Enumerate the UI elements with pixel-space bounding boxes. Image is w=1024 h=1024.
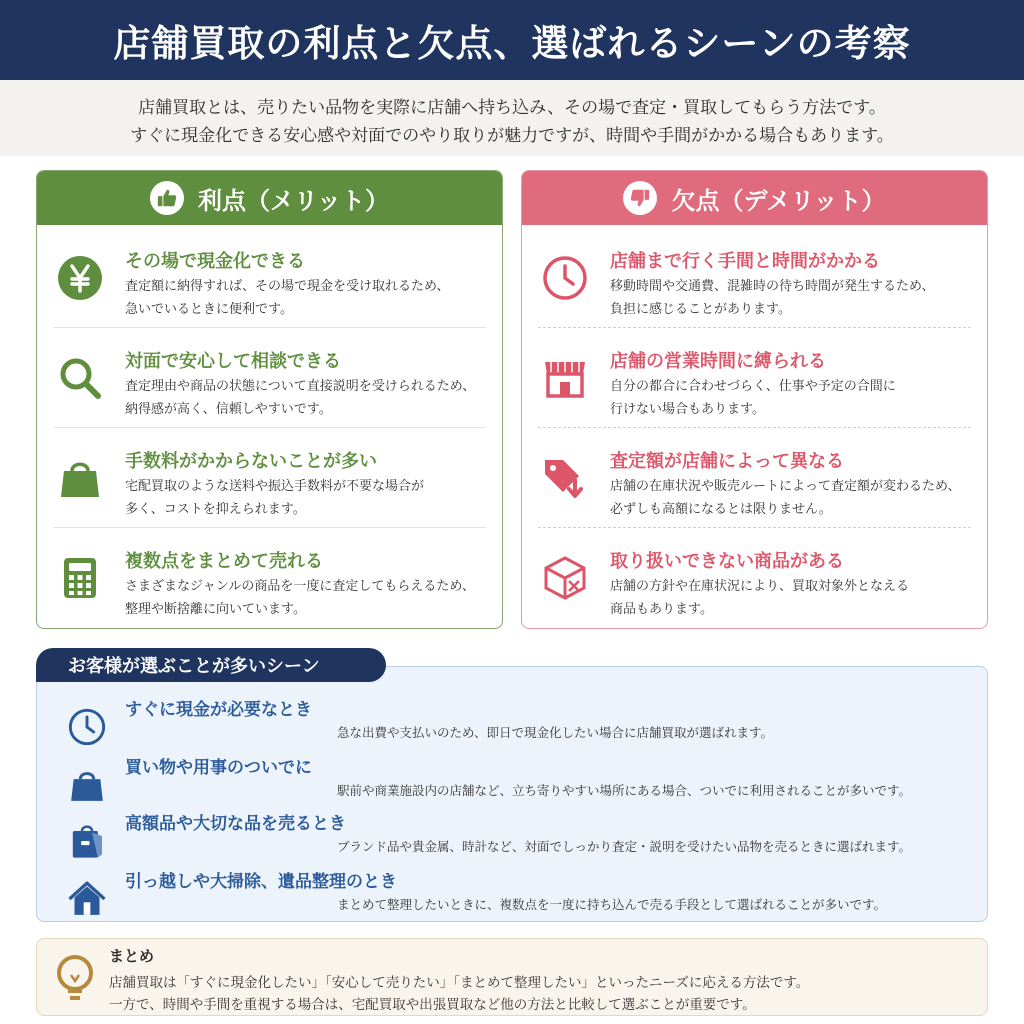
intro-line-2: すぐに現金化できる安心感や対面でのやり取りが魅力ですが、時間や手間がかかる場合もあります。 xyxy=(130,126,894,146)
demerit-item xyxy=(522,429,987,525)
merit-item-desc-line: 査定理由や商品の状態について直接説明を受けられるため、 xyxy=(125,379,476,394)
lightbulb-icon xyxy=(47,951,103,1007)
divider xyxy=(538,427,971,428)
merit-panel-title: 利点（メリット） xyxy=(197,186,390,215)
demerit-item-title: 店舗の営業時間に縛られる xyxy=(610,351,826,372)
summary-line-1: 店舗買取は「すぐに現金化したい」「安心して売りたい」「まとめて整理したい」といったニーズに応える方法です。 xyxy=(109,975,810,991)
house-icon xyxy=(65,877,109,921)
summary-title: まとめ xyxy=(109,947,155,965)
scene-item xyxy=(37,693,987,749)
scene-item xyxy=(37,807,987,863)
divider xyxy=(53,427,486,428)
shopping-bag-icon xyxy=(55,453,105,503)
demerit-item-desc-line: 店舗の在庫状況や販売ルートによって査定額が変わるため、 xyxy=(610,479,961,494)
demerit-item-desc xyxy=(610,475,960,521)
scene-item-title: 買い物や用事のついでに xyxy=(125,758,312,778)
merit-item-title: その場で現金化できる xyxy=(125,251,305,272)
magnifier-icon xyxy=(55,353,105,403)
scene-item-title: 引っ越しや大掃除、遺品整理のとき xyxy=(125,872,397,892)
demerit-item-desc-line: 店舗の方針や在庫状況により、買取対象外となえる xyxy=(610,579,910,594)
price-tag-down-icon xyxy=(540,453,590,503)
merit-item-desc-line: 納得感が高く、信頼しやすいです。 xyxy=(125,402,332,417)
merit-item-desc-line: さまざまなジャンルの商品を一度に査定してもらえるため、 xyxy=(125,579,475,594)
demerit-item-title: 査定額が店舗によって異なる xyxy=(610,451,844,472)
merit-item-title: 対面で安心して相談できる xyxy=(125,351,341,372)
demerit-item-desc xyxy=(610,275,934,321)
merit-panel-header xyxy=(37,171,502,225)
clock-icon xyxy=(540,253,590,303)
merit-item-desc-line: 急いでいるときに便利です。 xyxy=(125,302,293,317)
merit-item-desc xyxy=(125,275,449,321)
scene-item xyxy=(37,751,987,807)
scenes-section xyxy=(36,666,988,922)
demerit-item xyxy=(522,229,987,325)
divider xyxy=(538,527,971,528)
demerit-item-title: 店舗まで行く手間と時間がかかる xyxy=(610,251,880,272)
merit-item xyxy=(37,229,502,325)
demerit-item-desc-line: 行けない場合もあります。 xyxy=(610,402,765,417)
merit-item-title: 複数点をまとめて売れる xyxy=(125,551,323,572)
demerit-item-desc-line: 必ずしも高額になるとは限りません。 xyxy=(610,502,832,517)
merit-item xyxy=(37,329,502,425)
page-header xyxy=(0,0,1024,80)
scene-item-desc: 急な出費や支払いのため、即日で現金化したい場合に店舗買取が選ばれます。 xyxy=(337,725,774,740)
page-title: 店舗買取の利点と欠点、選ばれるシーンの考察 xyxy=(113,21,911,65)
divider xyxy=(538,327,971,328)
merit-item-desc-line: 整理や断捨離に向いています。 xyxy=(125,602,306,617)
merit-item xyxy=(37,529,502,625)
scene-item-title: 高額品や大切な品を売るとき xyxy=(125,814,346,834)
luxury-bag-icon xyxy=(65,819,109,863)
merit-item-desc xyxy=(125,475,424,521)
demerit-item xyxy=(522,529,987,625)
yen-coin-icon xyxy=(55,253,105,303)
summary-section xyxy=(36,938,988,1016)
merit-item xyxy=(37,429,502,525)
shopping-bag-icon xyxy=(65,763,109,807)
divider xyxy=(53,327,486,328)
clock-icon xyxy=(65,705,109,749)
demerit-item-desc-line: 商品もあります。 xyxy=(610,602,713,617)
thumbs-up-icon xyxy=(150,181,184,215)
demerit-item-desc xyxy=(610,575,909,621)
divider xyxy=(53,527,486,528)
merit-item-title: 手数料がかからないことが多い xyxy=(125,451,377,472)
intro-section xyxy=(0,80,1024,156)
demerit-item-desc-line: 負担に感じることがあります。 xyxy=(610,302,791,317)
demerit-panel xyxy=(521,170,988,629)
demerit-item-desc xyxy=(610,375,896,421)
demerit-panel-title: 欠点（デメリット） xyxy=(671,186,886,215)
demerit-panel-header xyxy=(522,171,987,225)
merit-item-desc-line: 宅配買取のような送料や振込手数料が不要な場合が xyxy=(125,479,425,494)
scenes-title: お客様が選ぶことが多いシーン xyxy=(36,648,386,682)
scene-item-desc: ブランド品や貴金属、時計など、対面でしっかり査定・説明を受けたい品物を売るときに選ばれます。 xyxy=(337,839,912,854)
storefront-icon xyxy=(540,353,590,403)
scene-item-desc: まとめて整理したいときに、複数点を一度に持ち込んで売る手段として選ばれることが多いです。 xyxy=(337,897,887,912)
merit-item-desc xyxy=(125,375,475,421)
intro-line-1: 店舗買取とは、売りたい品物を実際に店舗へ持ち込み、その場で査定・買取してもらう方法です。 xyxy=(138,98,886,118)
demerit-item-title: 取り扱いできない商品がある xyxy=(610,551,844,572)
summary-line-2: 一方で、時間や手間を重視する場合は、宅配買取や出張買取など他の方法と比較して選ぶことが重要です。 xyxy=(109,997,756,1013)
merit-item-desc-line: 多く、コストを抑えられます。 xyxy=(125,502,306,517)
demerit-item-desc-line: 移動時間や交通費、混雑時の待ち時間が発生するため、 xyxy=(610,279,935,294)
scene-item xyxy=(37,865,987,921)
merit-panel xyxy=(36,170,503,629)
scene-item-desc: 駅前や商業施設内の店舗など、立ち寄りやすい場所にある場合、ついでに利用されることが多いです。 xyxy=(337,783,912,798)
demerit-item xyxy=(522,329,987,425)
thumbs-down-icon xyxy=(623,181,657,215)
merit-item-desc xyxy=(125,575,475,621)
scene-item-title: すぐに現金が必要なとき xyxy=(125,700,312,720)
demerit-item-desc-line: 自分の都合に合わせづらく、仕事や予定の合間に xyxy=(610,379,896,394)
box-icon xyxy=(540,553,590,603)
calculator-icon xyxy=(55,553,105,603)
merit-item-desc-line: 査定額に納得すれば、その場で現金を受け取れるため、 xyxy=(125,279,450,294)
